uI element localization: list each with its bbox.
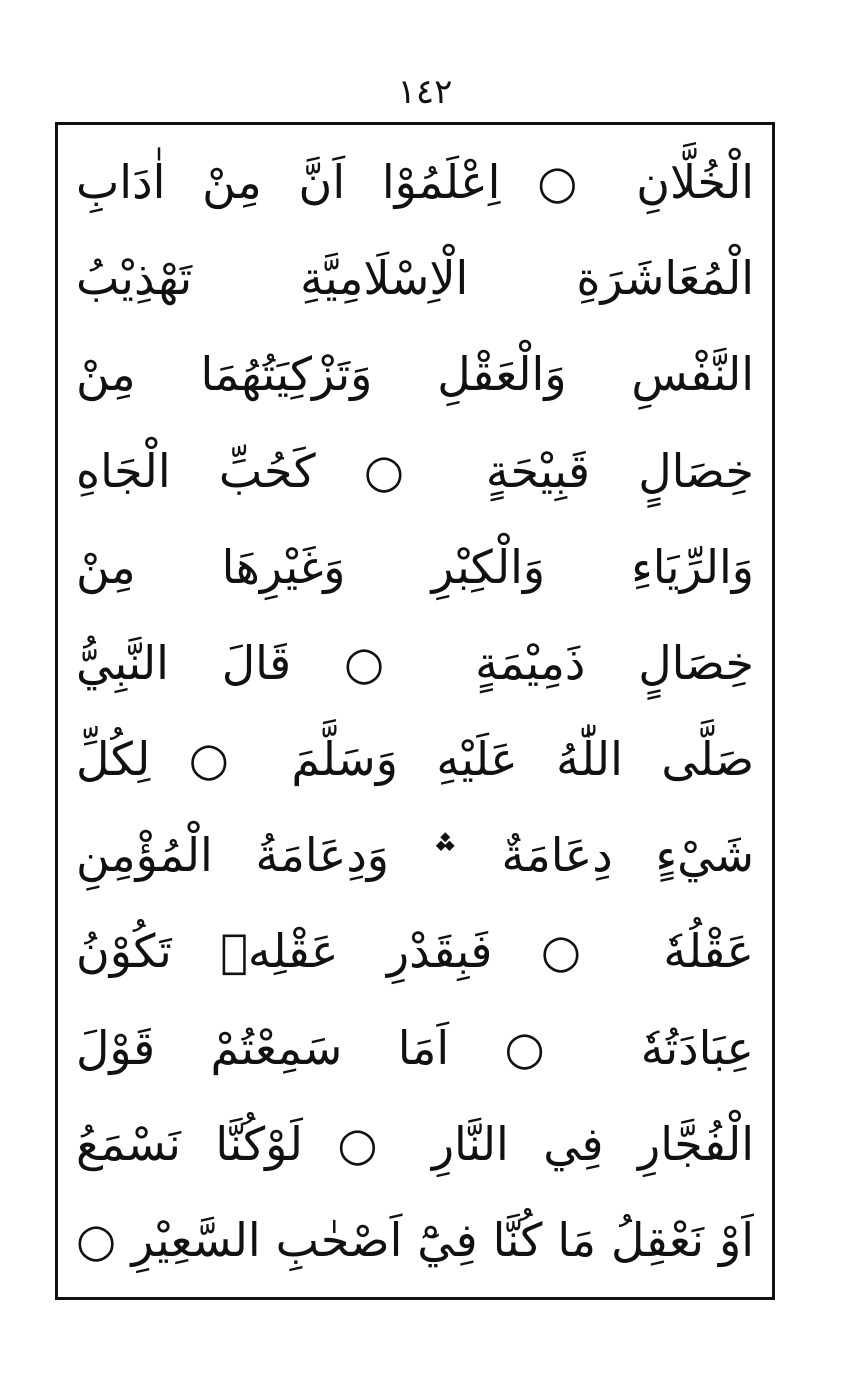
text-line-content: خِصَالٍ ذَمِيْمَةٍ ○ قَالَ النَّبِيُّ (76, 635, 754, 690)
text-line-content: اَوْ نَعْقِلُ مَا كُنَّا فِيْٓ اَصْحٰبِ السَّعِيْرِ ○ (76, 1212, 754, 1267)
text-line (76, 908, 754, 994)
text-line-content: النَّفْسِ وَالْعَقْلِ وَتَزْكِيَتُهُمَا مِنْ (76, 347, 754, 402)
text-line-content: الْخُلَّانِ ○ اِعْلَمُوْا اَنَّ مِنْ اٰدَابِ (76, 155, 754, 209)
text-line (76, 1101, 754, 1187)
text-line-content: خِصَالٍ قَبِيْحَةٍ ○ كَحُبِّ الْجَاهِ (76, 443, 754, 498)
text-line (76, 1005, 754, 1091)
text-line (76, 524, 754, 610)
text-line (76, 428, 754, 514)
text-line (76, 812, 754, 898)
text-line (76, 620, 754, 706)
text-line-content: عِبَادَتُهٗ ○ اَمَا سَمِعْتُمْ قَوْلَ (76, 1020, 754, 1075)
text-line-content: الْفُجَّارِ فِي النَّارِ ○ لَوْكُنَّا نَسْمَعُ (76, 1116, 754, 1171)
text-line-content: وَالرِّيَاءِ وَالْكِبْرِ وَغَيْرِهَا مِنْ (76, 539, 754, 594)
text-line (76, 235, 754, 321)
text-line-content: صَلَّى اللّٰهُ عَلَيْهِ وَسَلَّمَ ○ لِكُلِّ (76, 732, 754, 787)
text-line-content: الْمُعَاشَرَةِ الْاِسْلَامِيَّةِ تَهْذِيْبُ (76, 251, 754, 306)
text-line (76, 139, 754, 225)
text-line-content: شَيْءٍ دِعَامَةٌ ؞ وَدِعَامَةُ الْمُؤْمِنِ (76, 828, 754, 883)
text-line (76, 331, 754, 417)
text-line (76, 1197, 754, 1283)
text-line (76, 716, 754, 802)
text-body (76, 139, 754, 1283)
text-frame (55, 122, 775, 1300)
text-line-content: عَقْلُهٗ ○ فَبِقَدْرِ عَقْلِهٖ تَكُوْنُ (76, 924, 754, 979)
page-number: ١٤٢ (397, 72, 453, 112)
